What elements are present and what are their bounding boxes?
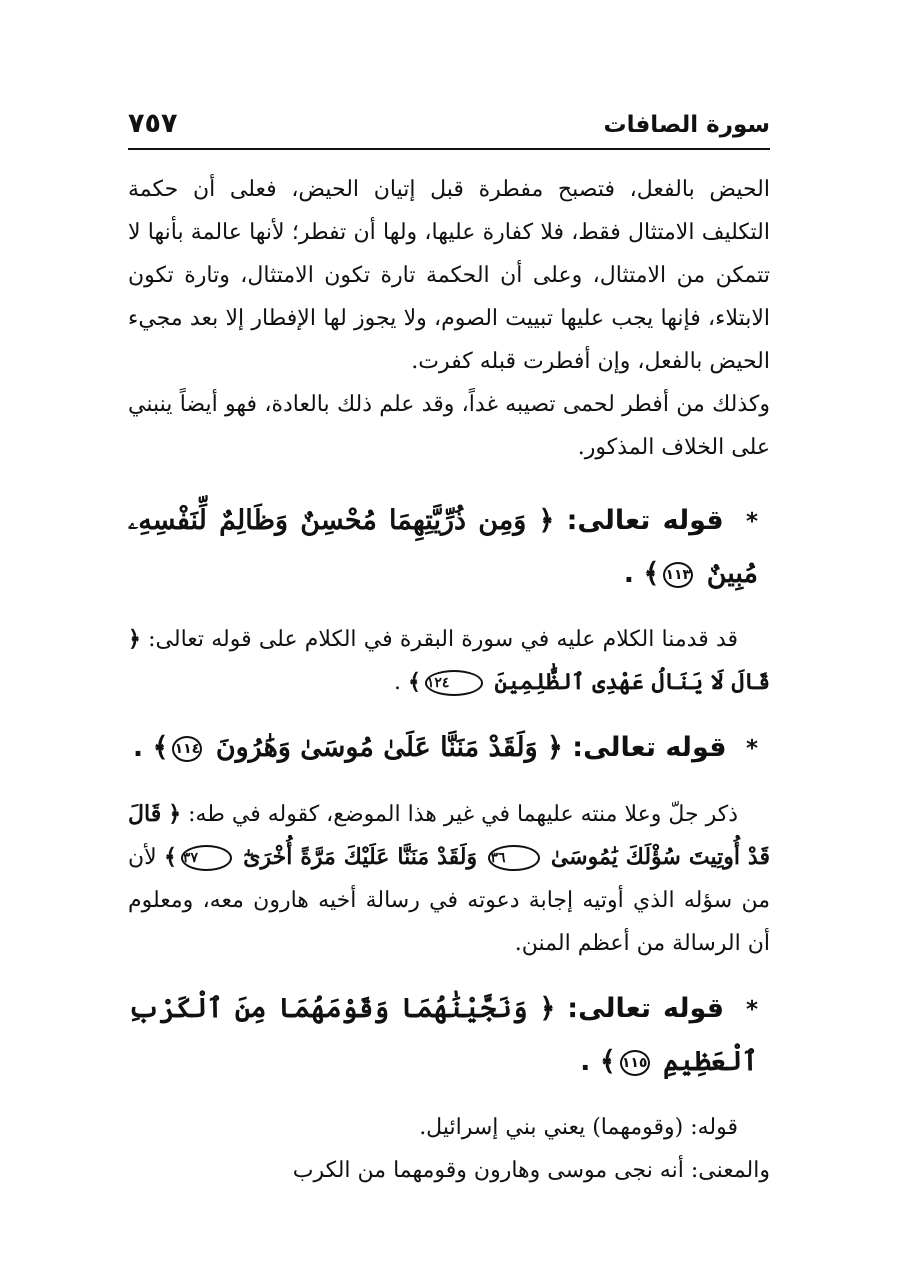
period: .	[132, 732, 144, 763]
paragraph-qawmuhuma: قوله: (وقومهما) يعني بني إسرائيل.	[419, 1115, 738, 1140]
open-bracket: ﴿	[547, 732, 563, 763]
ayah-text: وَنَجَّيْنَٰهُمَا وَقَوْمَهُمَا مِنَ ٱلْكَرْبِ ٱلْعَظِيمِ	[128, 993, 758, 1077]
ayah-number-badge: ١٢٤	[425, 670, 484, 696]
open-bracket: ﴿	[539, 993, 556, 1024]
ayah-number-badge: ٣٦	[488, 845, 539, 871]
ayah-number-badge: ١١٣	[663, 562, 693, 588]
ayah-text: وَمِن ذُرِّيَّتِهِمَا مُحْسِنٌ وَظَالِمٌ لِّنَفْسِهِۦ مُبِينٌ	[128, 505, 758, 589]
surah-title: سورة الصافات	[603, 112, 770, 138]
close-bracket: ﴾	[407, 669, 421, 695]
paragraph-text: قد قدمنا الكلام عليه في سورة البقرة في الكلام على قوله تعالى:	[148, 627, 739, 652]
ayah-text: قَالَ لَا يَنَالُ عَهْدِى ٱلظَّٰلِمِينَ	[494, 669, 770, 695]
ayah-text: وَلَقَدْ مَنَنَّا عَلَيْكَ مَرَّةً أُخْرَىٰٓ	[243, 844, 478, 870]
verse-heading-114	[128, 722, 770, 775]
star-bullet-icon: *	[745, 997, 759, 1023]
verse-lead: قوله تعالى:	[567, 993, 725, 1024]
open-bracket: ﴿	[128, 626, 141, 652]
ayah-text: قَالَ قَدْ أُوتِيتَ سُؤْلَكَ يَٰمُوسَىٰ	[128, 801, 770, 870]
star-bullet-icon: *	[745, 736, 758, 762]
close-bracket: ﴾	[599, 1046, 616, 1077]
ayah-text: وَلَقَدْ مَنَنَّا عَلَىٰ مُوسَىٰ وَهَٰرُونَ	[215, 732, 538, 763]
star-bullet-icon: *	[745, 509, 758, 535]
open-bracket: ﴿	[538, 505, 555, 536]
close-bracket: ﴾	[643, 558, 660, 589]
ayah-number-badge: ٣٧	[181, 845, 232, 871]
page-body	[128, 168, 770, 1192]
page-header	[128, 108, 770, 150]
paragraph-baqara-ref	[128, 618, 770, 704]
close-bracket: ﴾	[164, 844, 177, 870]
period: .	[393, 670, 401, 695]
paragraph-meaning: والمعنى: أنه نجى موسى وهارون وقومهما من الكرب	[292, 1158, 770, 1183]
period: .	[580, 1046, 591, 1077]
open-bracket: ﴿	[168, 801, 182, 827]
close-bracket: ﴾	[152, 732, 169, 763]
paragraph-text: ذكر جلّ وعلا منته عليهما في غير هذا الموضع، كقوله في طه:	[188, 802, 739, 827]
paragraph-taha-ref	[128, 793, 770, 965]
paragraph-fever: وكذلك من أفطر لحمى تصيبه غداً، وقد علم ذلك بالعادة، فهو أيضاً ينبني على الخلاف المذكور.	[128, 392, 770, 460]
verse-lead: قوله تعالى:	[572, 732, 727, 763]
verse-heading-115	[128, 983, 770, 1088]
ayah-number-badge: ١١٥	[620, 1050, 650, 1076]
verse-heading-113	[128, 495, 770, 600]
paragraph-hayd: الحيض بالفعل، فتصبح مفطرة قبل إتيان الحيض، فعلى أن حكمة التكليف الامتثال فقط، فلا كفارة عليها، ولها أن تفطر؛ لأنها عالمة بأنها لا تتمكن من الامتثال، وعلى أن الحكمة تارة تكون الامتثال، وتارة تكون الابتلاء، فإنها يجب عليها تبييت الصوم، ولا يجوز لها الإفطار إلا بعد مجيء الحيض بالفعل، وإن أفطرت قبله كفرت.	[128, 177, 770, 374]
verse-lead: قوله تعالى:	[566, 505, 724, 536]
paragraph-text: لأن من سؤله الذي أوتيه إجابة دعوته في رسالة أخيه هارون معه، ومعلوم أن الرسالة من أعظم المنن.	[128, 845, 770, 956]
page-number: ٧٥٧	[128, 108, 178, 139]
period: .	[623, 558, 635, 589]
ayah-number-badge: ١١٤	[172, 736, 202, 762]
